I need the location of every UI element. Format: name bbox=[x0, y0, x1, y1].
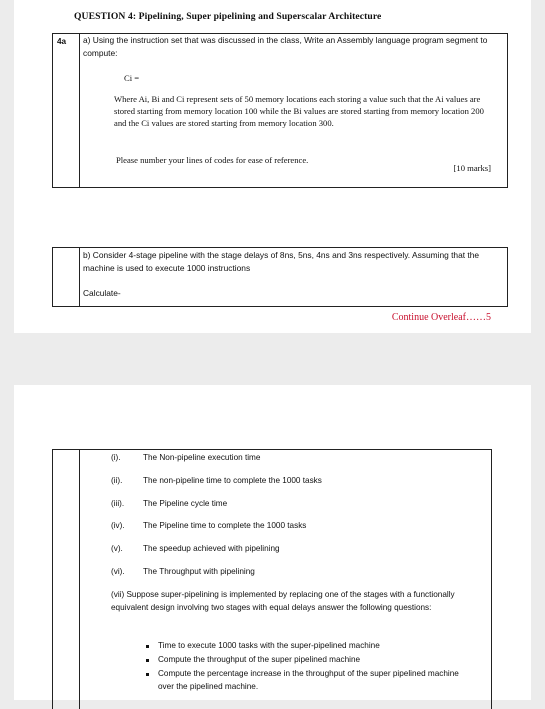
question-4a-divider bbox=[79, 33, 80, 188]
item-text: The Pipeline cycle time bbox=[143, 499, 228, 508]
bullet-icon bbox=[146, 659, 149, 662]
bullet-item bbox=[146, 640, 476, 653]
bullet-text: Compute the throughput of the super pipelined machine bbox=[158, 655, 361, 664]
list-item bbox=[111, 567, 255, 576]
calculate-label: Calculate- bbox=[83, 288, 121, 298]
list-item bbox=[111, 499, 227, 508]
item-text: The non-pipeline time to complete the 1000 tasks bbox=[143, 476, 322, 485]
bullet-icon bbox=[146, 673, 149, 676]
part-a-intro: a) Using the instruction set that was discussed in the class, Write an Assembly language program segment to compute: bbox=[83, 35, 488, 58]
exam-page-2 bbox=[14, 385, 531, 700]
part-b-divider bbox=[79, 247, 80, 307]
item-text: The Throughput with pipelining bbox=[143, 567, 255, 576]
item-number: (i). bbox=[111, 453, 121, 462]
item-text: The speedup achieved with pipelining bbox=[143, 544, 280, 553]
part-a-note: Please number your lines of codes for ease of reference. bbox=[116, 155, 309, 165]
question-number: 4a bbox=[57, 37, 67, 46]
calculation-divider bbox=[79, 449, 80, 709]
part-b-intro: b) Consider 4-stage pipeline with the stage delays of 8ns, 5ns, 4ns and 3ns respectively. Assuming that the machine is used to execute 1000 instructions bbox=[83, 250, 480, 273]
question-title: QUESTION 4: Pipelining, Super pipelining and Superscalar Architecture bbox=[74, 11, 382, 22]
item-number: (iii). bbox=[111, 499, 125, 508]
list-item bbox=[111, 453, 260, 462]
bullet-text: Time to execute 1000 tasks with the super-pipelined machine bbox=[158, 641, 380, 650]
continue-overleaf: Continue Overleaf……5 bbox=[391, 312, 491, 323]
item-text: The Non-pipeline execution time bbox=[143, 453, 261, 462]
bullet-text: Compute the percentage increase in the throughput of the super pipelined machine over the pipelined machine. bbox=[158, 669, 459, 691]
list-item bbox=[111, 544, 280, 553]
bullet-item bbox=[146, 668, 476, 694]
bullet-item bbox=[146, 654, 476, 667]
exam-page-1 bbox=[14, 0, 531, 333]
item-number: (iv). bbox=[111, 521, 125, 530]
list-item bbox=[111, 521, 306, 530]
part-vii-text: (vii) Suppose super-pipelining is implemented by replacing one of the stages with a functionally equivalent design involving two stages with equal delays answer the following questions: bbox=[111, 590, 455, 612]
item-number: (v). bbox=[111, 544, 123, 553]
item-number: (vi). bbox=[111, 567, 125, 576]
item-text: The Pipeline time to complete the 1000 tasks bbox=[143, 521, 307, 530]
marks-label: [10 marks] bbox=[453, 163, 491, 173]
formula: Ci = bbox=[124, 73, 140, 83]
item-number: (ii). bbox=[111, 476, 123, 485]
part-a-description: Where Ai, Bi and Ci represent sets of 50 memory locations each storing a value such that the Ai values are stored starting from memory location 100 while the Bi values are stored starting from memory location 200 and the Ci values are stored starting from memory location 300. bbox=[114, 94, 484, 129]
bullet-icon bbox=[146, 645, 149, 648]
list-item bbox=[111, 476, 322, 485]
